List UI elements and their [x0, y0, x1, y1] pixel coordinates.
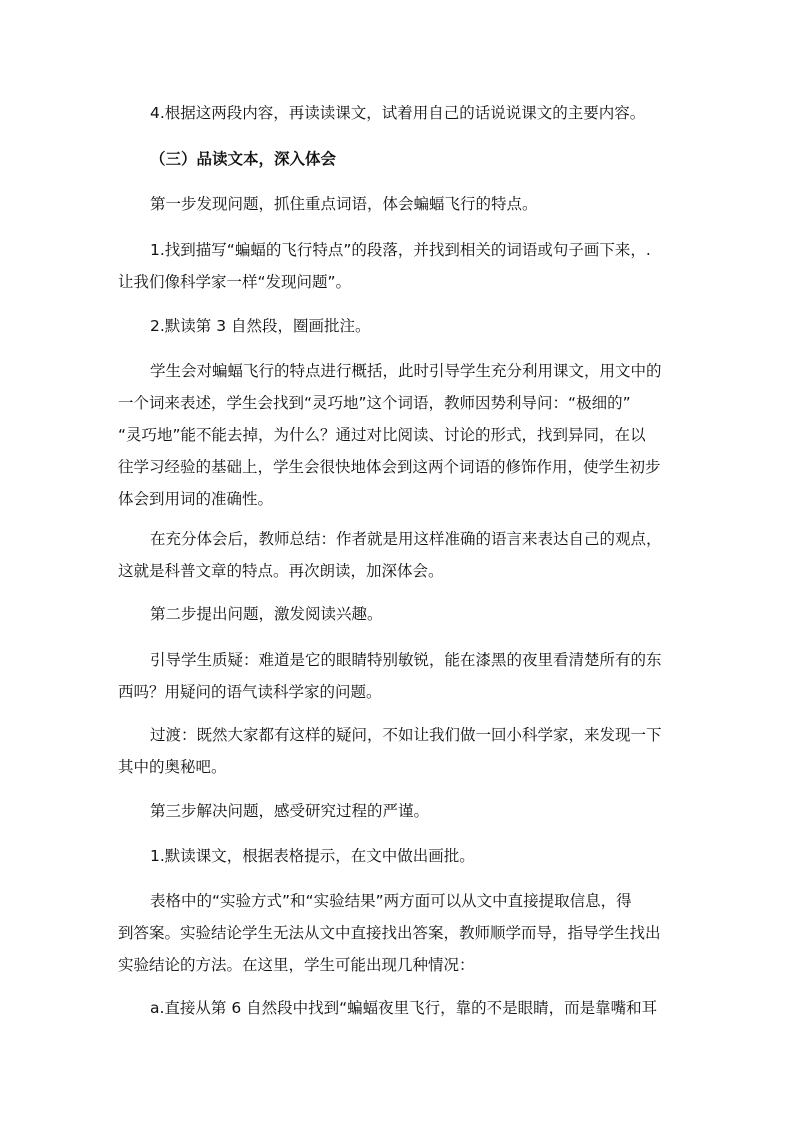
text-line: 第一步发现问题，抓住重点词语，体会蝙蝠飞行的特点。 — [150, 195, 538, 213]
paragraph-step-one — [150, 188, 710, 220]
text-line: 体会到用词的准确性。 — [118, 490, 274, 508]
text-line: 第三步解决问题，感受研究过程的严谨。 — [150, 802, 430, 820]
paragraph-transition — [118, 719, 678, 783]
text-line: 引导学生质疑：难道是它的眼睛特别敏锐，能在漆黑的夜里看清楚所有的东 — [150, 651, 662, 669]
text-line: 表格中的“实验方式”和“实验结果”两方面可以从文中直接提取信息，得 — [150, 892, 632, 910]
text-line: 这就是科普文章的特点。再次朗读，加深体会。 — [118, 562, 444, 580]
text-line: （三）品读文本，深入体会 — [150, 150, 337, 168]
text-line: 学生会对蝙蝠飞行的特点进行概括，此时引导学生充分利用课文，用文中的 — [150, 362, 662, 380]
paragraph-item-1 — [118, 234, 678, 298]
text-line: 让我们像科学家一样“发现问题”。 — [118, 273, 352, 291]
paragraph-item-2 — [150, 310, 710, 342]
text-line: 往学习经验的基础上，学生会很快地体会到这两个词语的修饰作用，使学生初步 — [118, 458, 661, 476]
text-line: 2.默读第 3 自然段，圈画批注。 — [150, 317, 371, 335]
paragraph-table-analysis — [118, 885, 678, 981]
paragraph-step-4 — [150, 97, 710, 129]
text-line: 一个词来表述，学生会找到“灵巧地”这个词语，教师因势利导问：“极细的” — [118, 394, 631, 412]
text-line: “灵巧地”能不能去掉，为什么？通过对比阅读、讨论的形式，找到异同，在以 — [118, 426, 646, 444]
text-line: 西吗？用疑问的语气读科学家的问题。 — [118, 683, 382, 701]
text-line: 其中的奥秘吧。 — [118, 758, 227, 776]
paragraph-case-a — [150, 992, 710, 1024]
paragraph-summary-analysis — [118, 355, 678, 515]
text-line: 在充分体会后，教师总结：作者就是用这样准确的语言来表达自己的观点， — [150, 530, 662, 548]
text-line: 1.默读课文，根据表格提示，在文中做出画批。 — [150, 847, 475, 865]
text-line: 实验结论的方法。在这里，学生可能出现几种情况： — [118, 956, 475, 974]
text-line: 过渡：既然大家都有这样的疑问，不如让我们做一回小科学家，来发现一下 — [150, 726, 662, 744]
text-line: 1.找到描写“蝙蝠的飞行特点”的段落，并找到相关的词语或句子画下来，. — [150, 241, 651, 259]
text-line: 到答案。实验结论学生无法从文中直接找出答案，教师顺学而导，指导学生找出 — [118, 924, 661, 942]
section-heading — [150, 143, 710, 175]
paragraph-item-1-table — [150, 840, 710, 872]
paragraph-step-three — [150, 795, 710, 827]
paragraph-step-two — [150, 598, 710, 630]
text-line: a.直接从第 6 自然段中找到“蝙蝠夜里飞行，靠的不是眼睛，而是靠嘴和耳 — [150, 999, 658, 1017]
paragraph-teacher-summary — [118, 523, 678, 587]
paragraph-guide-questions — [118, 644, 678, 708]
text-line: 4.根据这两段内容，再读读课文，试着用自己的话说说课文的主要内容。 — [150, 104, 646, 122]
text-line: 第二步提出问题，激发阅读兴趣。 — [150, 605, 383, 623]
